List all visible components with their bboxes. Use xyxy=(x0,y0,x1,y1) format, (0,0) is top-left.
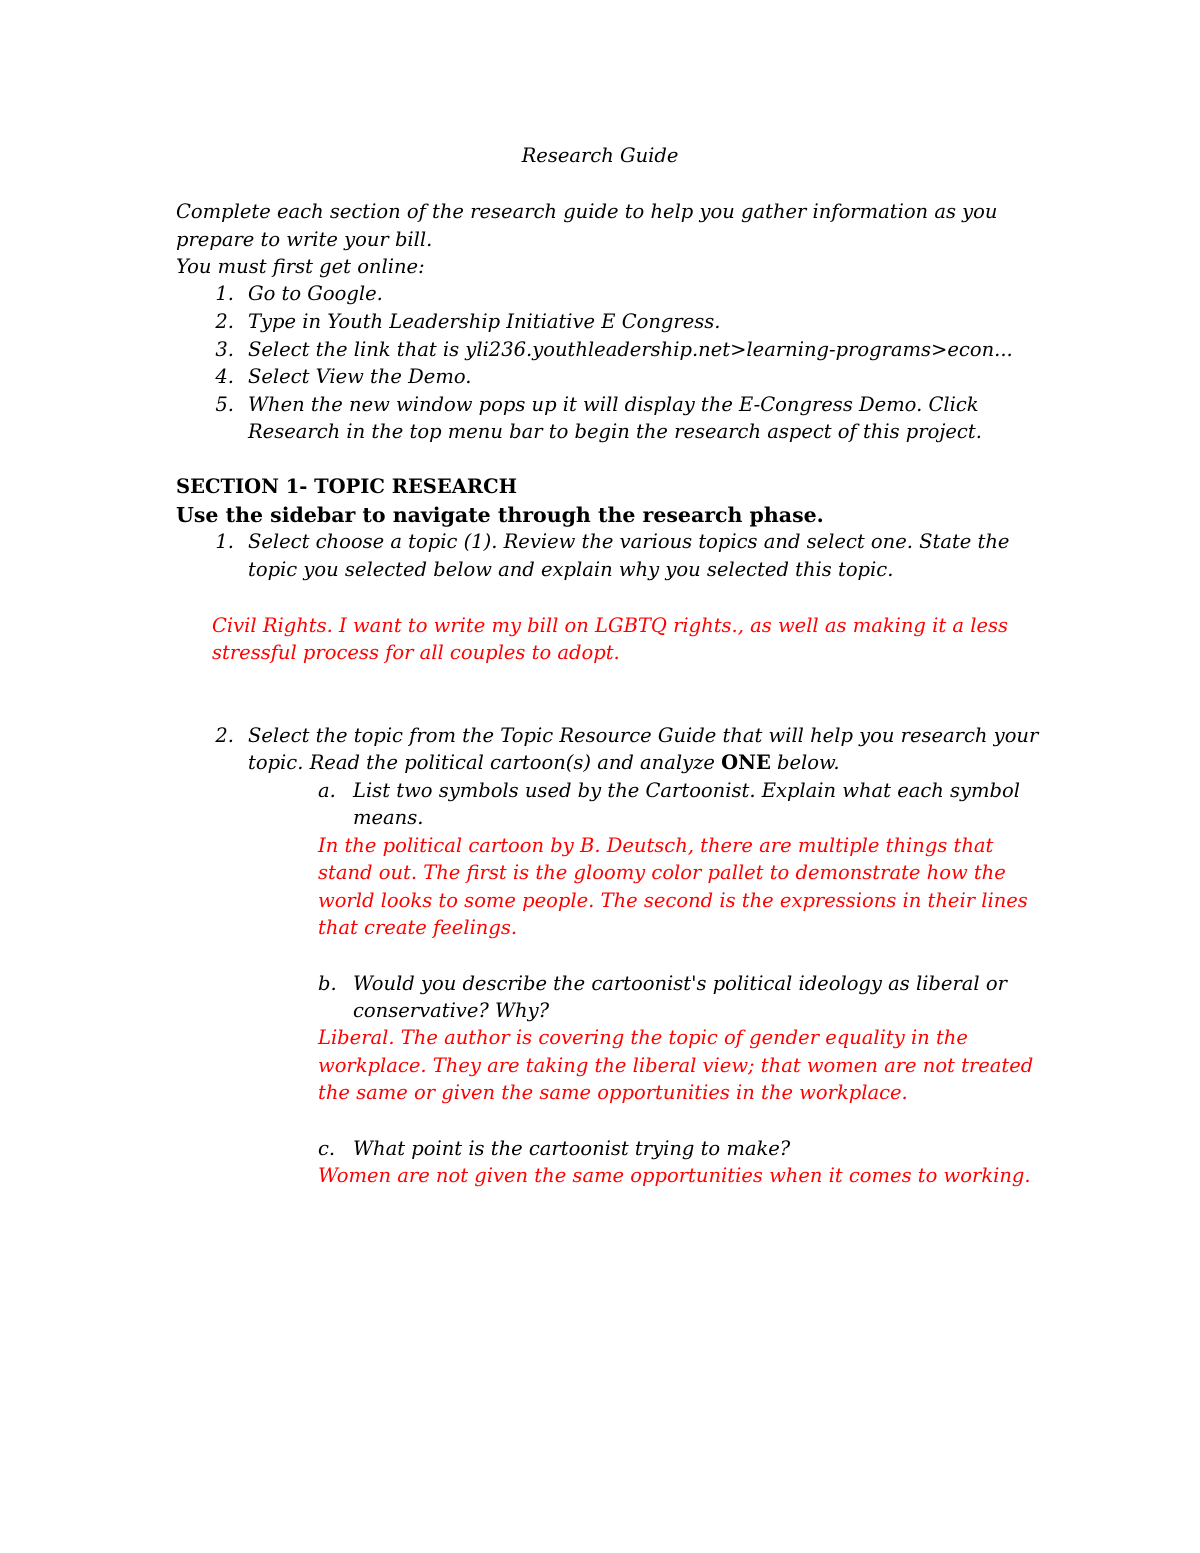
step-number: 5. xyxy=(215,393,234,416)
answer-text: In the political cartoon by B. Deutsch, there are multiple things that xyxy=(318,834,994,857)
answer-text: the same or given the same opportunities in the workplace. xyxy=(318,1081,908,1104)
section-subheading: Use the sidebar to navigate through the research phase. xyxy=(176,503,824,527)
step-text: When the new window pops up it will display the E-Congress Demo. Click xyxy=(248,393,979,416)
step-text: Research in the top menu bar to begin the research aspect of this project. xyxy=(248,420,982,443)
document-title: Research Guide xyxy=(521,144,679,167)
question-number: 1. xyxy=(215,530,234,553)
intro-line-2: prepare to write your bill. xyxy=(176,228,433,251)
step-text: Select View the Demo. xyxy=(248,365,472,388)
answer-text: Liberal. The author is covering the topic of gender equality in the xyxy=(318,1026,968,1049)
answer-text: stand out. The first is the gloomy color pallet to demonstrate how the xyxy=(318,861,1006,884)
answer-text: world looks to some people. The second is the expressions in their lines xyxy=(318,889,1028,912)
answer-text: stressful process for all couples to adopt. xyxy=(212,641,620,664)
question-text-line-2 xyxy=(248,749,840,777)
question-number: 2. xyxy=(215,724,234,747)
question-text-part: below. xyxy=(770,751,840,774)
subquestion-text: Would you describe the cartoonist's political ideology as liberal or xyxy=(353,972,1007,995)
subquestion-letter: b. xyxy=(318,972,337,995)
answer-text: that create feelings. xyxy=(318,916,518,939)
question-text-part: topic. Read the political cartoon(s) and analyze xyxy=(248,751,722,774)
step-number: 2. xyxy=(215,310,234,333)
answer-text: Women are not given the same opportunities when it comes to working. xyxy=(318,1164,1031,1187)
step-text: Type in Youth Leadership Initiative E Congress. xyxy=(248,310,721,333)
step-number: 1. xyxy=(215,282,234,305)
subquestion-text: List two symbols used by the Cartoonist. Explain what each symbol xyxy=(353,779,1021,802)
question-text: topic you selected below and explain why you selected this topic. xyxy=(248,558,894,581)
subquestion-letter: c. xyxy=(318,1137,336,1160)
intro-line-3: You must first get online: xyxy=(176,255,425,278)
question-text: Select choose a topic (1). Review the various topics and select one. State the xyxy=(248,530,1010,553)
subquestion-text: What point is the cartoonist trying to make? xyxy=(353,1137,791,1160)
step-text: Select the link that is yli236.youthleadership.net>learning-programs>econ... xyxy=(248,338,1013,361)
step-text: Go to Google. xyxy=(248,282,383,305)
step-number: 3. xyxy=(215,338,234,361)
subquestion-text: means. xyxy=(353,806,424,829)
section-heading: SECTION 1- TOPIC RESEARCH xyxy=(176,475,518,498)
intro-line-1: Complete each section of the research guide to help you gather information as you xyxy=(176,200,998,223)
emphasis-text: ONE xyxy=(721,751,771,774)
answer-text: workplace. They are taking the liberal view; that women are not treated xyxy=(318,1054,1034,1077)
answer-text: Civil Rights. I want to write my bill on LGBTQ rights., as well as making it a less xyxy=(212,614,1008,637)
step-number: 4. xyxy=(215,365,234,388)
question-text: Select the topic from the Topic Resource Guide that will help you research your xyxy=(248,724,1039,747)
subquestion-letter: a. xyxy=(318,779,336,802)
subquestion-text: conservative? Why? xyxy=(353,999,550,1022)
